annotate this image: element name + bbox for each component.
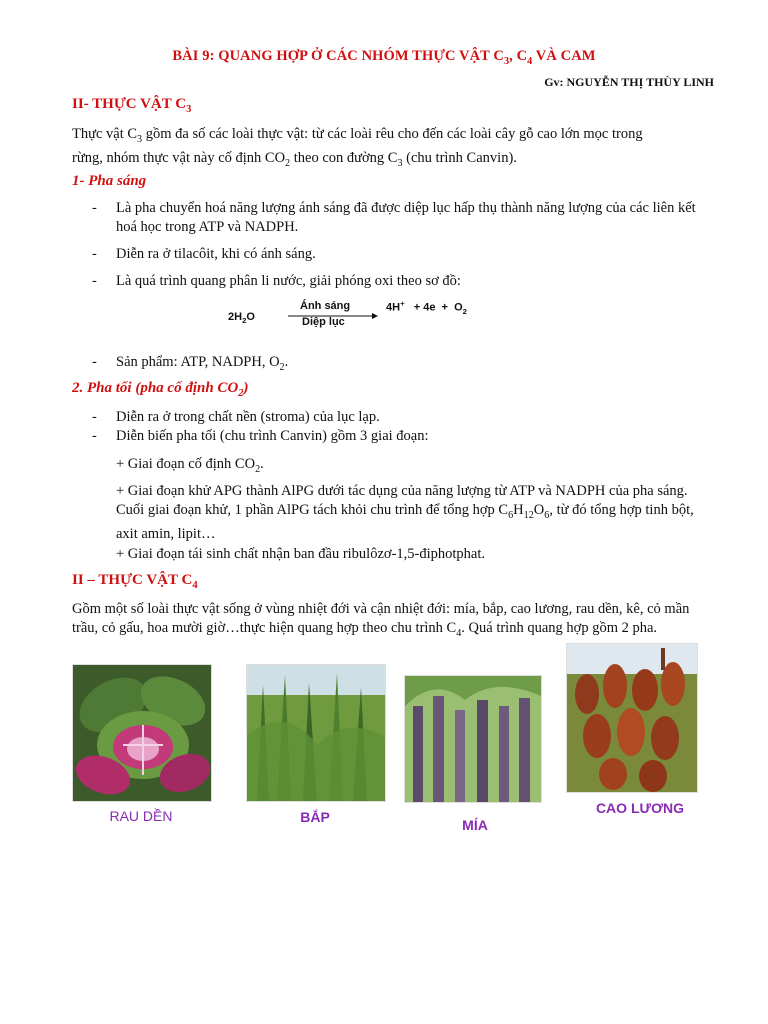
light-bullet-3: - Là quá trình quang phân li nước, giải phóng oxi theo sơ đồ: <box>92 273 461 289</box>
sugarcane-photo <box>404 675 542 803</box>
sorghum-photo <box>566 643 698 793</box>
corn-photo <box>246 664 386 802</box>
photo-caption-cao-luong: CAO LƯƠNG <box>595 800 685 816</box>
dark-bullet-1: - Diễn ra ở trong chất nền (stroma) của lục lạp. <box>92 409 380 425</box>
photo-caption-rau-den: RAU DỀN <box>109 808 173 824</box>
equation-products: $4H^+ + 4e + O_2$ <box>386 299 467 316</box>
light-bullet-1: - Là pha chuyển hoá năng lượng ánh sáng đã được diệp lục hấp thụ thành năng lượng của các liên kết hoá học trong ATP và NADPH. <box>92 200 696 235</box>
author-line: Gv: NGUYỄN THỊ THÙY LINH <box>544 75 714 89</box>
photo-caption-mia: MÍA <box>462 817 488 833</box>
page-title: BÀI 9: QUANG HỢP Ở CÁC NHÓM THỰC VẬT $C_3$, $C_4$ VÀ CAM <box>172 48 596 67</box>
light-bullet-4: - Sản phẩm: ATP, NADPH, $O_2$. <box>92 354 289 373</box>
stage-1: + Giai đoạn cố định $CO_2$. <box>116 456 264 475</box>
light-phase-heading: 1- Pha sáng <box>72 173 147 189</box>
c3-intro: Thực vật $C_3$ gồm đa số các loài thực vật: từ các loài rêu cho đến các loài cây gỗ cao lớn mọc trong rừng, nhóm thực vật này cố định $CO_2$ theo con đường $C_3$ (chu trình Canvin). <box>72 126 643 169</box>
amaranth-photo <box>72 664 212 802</box>
light-bullet-2: - Diễn ra ở tilacôit, khi có ánh sáng. <box>92 246 316 262</box>
photo-caption-bap: BẮP <box>300 809 330 825</box>
equation-reactant: $2H_2O$ <box>228 311 255 326</box>
section-c4-heading: II – THỰC VẬT $C_4$ <box>72 572 198 591</box>
stage-3: + Giai đoạn tái sinh chất nhận ban đầu ribulôzơ-1,5-điphotphat. <box>116 546 485 562</box>
section-c3-heading: II- THỰC VẬT $C_3$ <box>72 96 192 115</box>
photolysis-equation <box>228 296 508 332</box>
equation-below-arrow: Diệp lục <box>302 316 345 328</box>
stage-2: + Giai đoạn khử APG thành AlPG dưới tác dụng của năng lượng từ ATP và NADPH của pha sáng. Cuối giai đoạn khử, 1 phần AlPG tách khỏi chu trình để tổng hợp $C_6H_{12}O_6$, từ đó tổng hợp tinh bột, axit amin, lipit… <box>116 483 694 542</box>
dark-bullet-2: - Diễn biến pha tối (chu trình Canvin) gồm 3 giai đoạn: <box>92 428 429 444</box>
equation-above-arrow: Ánh sáng <box>300 300 351 312</box>
dark-phase-heading: 2. Pha tối (pha cố định $CO_2$) <box>72 380 249 399</box>
c4-intro: Gồm một số loài thực vật sống ở vùng nhiệt đới và cận nhiệt đới: mía, bắp, cao lương, rau dền, kê, cỏ mần trầu, cỏ gấu, hoa mười giờ…thực hiện quang hợp theo chu trình $C_4$. Quá trình quang hợp gồm 2 pha. <box>72 601 690 639</box>
